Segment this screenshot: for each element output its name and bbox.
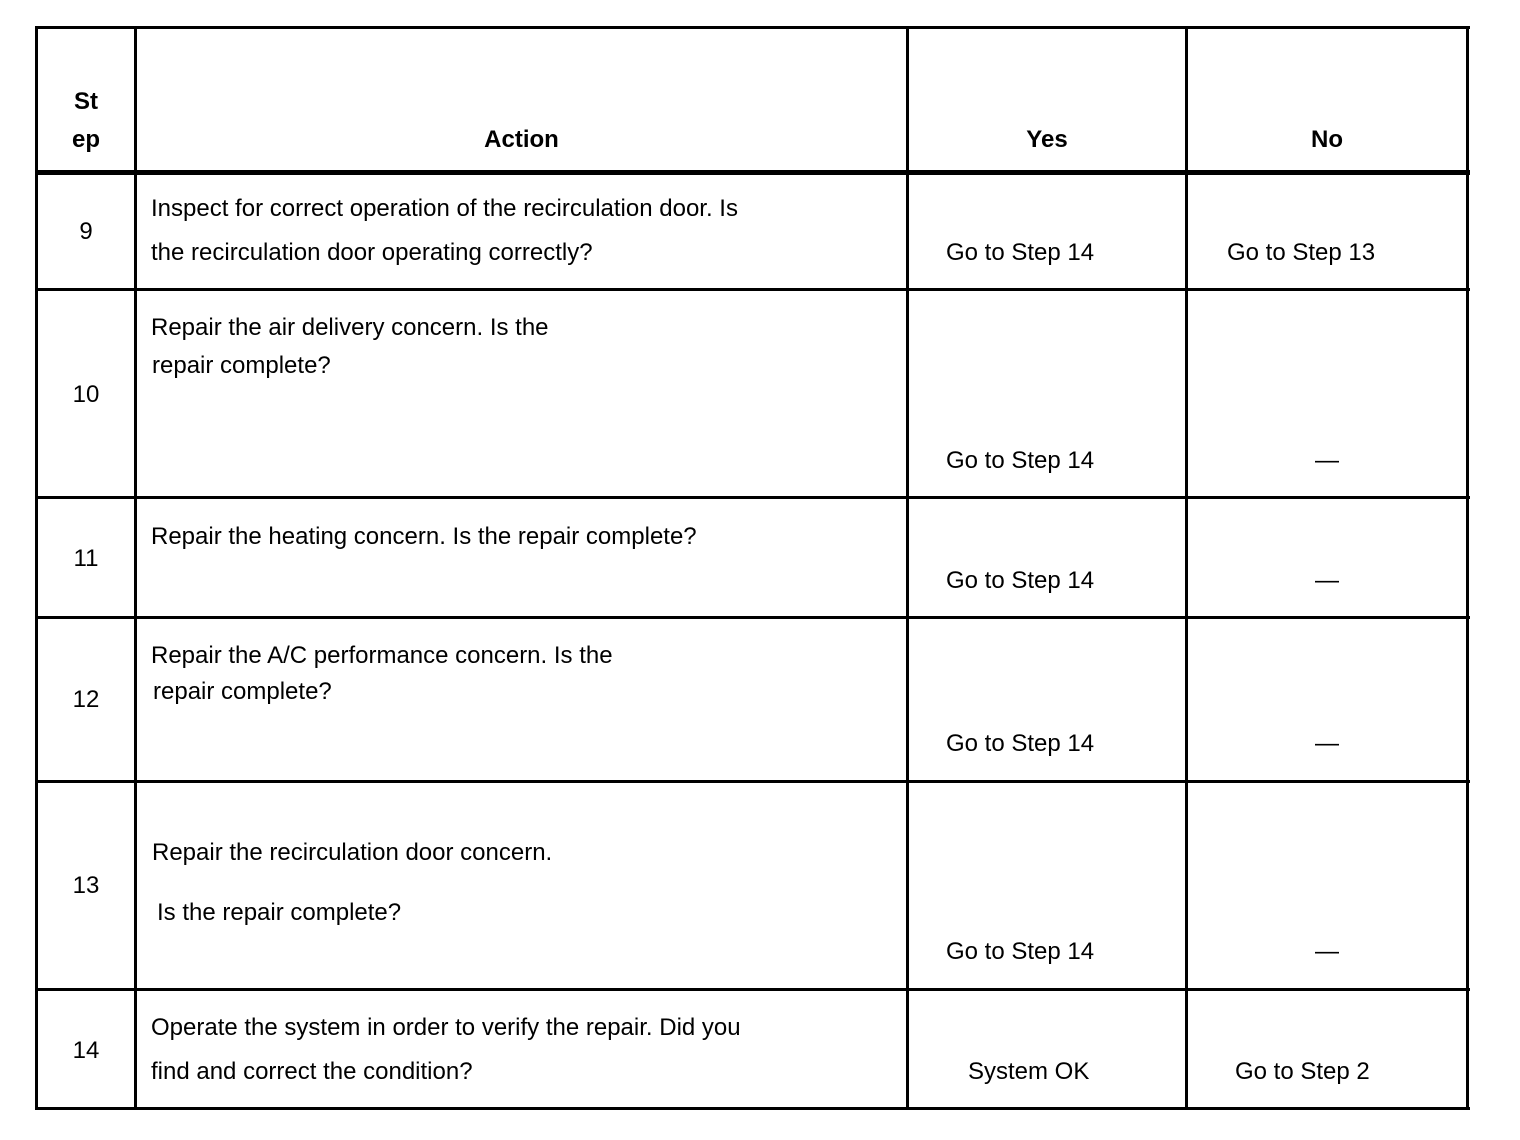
row-divider xyxy=(35,288,1470,291)
no-result: — xyxy=(1315,730,1339,757)
yes-result: System OK xyxy=(968,1058,1090,1085)
row-divider xyxy=(35,496,1470,499)
no-result: — xyxy=(1315,567,1339,594)
header-yes: Yes xyxy=(1026,126,1068,153)
header-action: Action xyxy=(484,126,559,153)
step-number: 12 xyxy=(72,686,100,713)
step-number: 13 xyxy=(72,872,100,899)
action-text: Inspect for correct operation of the recirculation door. Is xyxy=(151,195,738,222)
table-border-right xyxy=(1466,26,1469,1110)
action-text: Is the repair complete? xyxy=(157,899,402,926)
yes-result: Go to Step 14 xyxy=(946,938,1095,965)
yes-result: Go to Step 14 xyxy=(946,447,1095,474)
no-result: Go to Step 2 xyxy=(1235,1058,1370,1085)
yes-result: Go to Step 14 xyxy=(946,730,1095,757)
action-text: Repair the A/C performance concern. Is the xyxy=(151,642,613,669)
row-divider xyxy=(35,780,1470,783)
header-no: No xyxy=(1311,126,1343,153)
action-text: Operate the system in order to verify the repair. Did you xyxy=(151,1014,741,1041)
step-number: 10 xyxy=(72,381,100,408)
column-divider xyxy=(906,26,909,1110)
yes-result: Go to Step 14 xyxy=(946,239,1095,266)
no-result: — xyxy=(1315,447,1339,474)
header-step-line2: ep xyxy=(71,126,100,153)
step-number: 11 xyxy=(73,545,99,572)
action-text: repair complete? xyxy=(153,678,332,705)
row-divider xyxy=(35,616,1470,619)
row-divider xyxy=(35,988,1470,991)
action-text: find and correct the condition? xyxy=(151,1058,473,1085)
table-border-top xyxy=(35,26,1470,29)
action-text: Repair the air delivery concern. Is the xyxy=(151,314,549,341)
no-result: — xyxy=(1315,938,1339,965)
diagnostic-table xyxy=(35,26,1470,1110)
action-text: Repair the recirculation door concern. xyxy=(152,839,553,866)
no-result: Go to Step 13 xyxy=(1227,239,1376,266)
header-step-line1: St xyxy=(74,88,98,115)
step-number: 9 xyxy=(79,218,93,245)
yes-result: Go to Step 14 xyxy=(946,567,1095,594)
step-number: 14 xyxy=(72,1037,100,1064)
action-text: the recirculation door operating correctly? xyxy=(151,239,593,266)
action-text: Repair the heating concern. Is the repair complete? xyxy=(151,523,697,550)
header-divider xyxy=(35,170,1470,175)
action-text: repair complete? xyxy=(152,352,331,379)
table-border-bottom xyxy=(35,1107,1470,1110)
column-divider xyxy=(134,26,137,1110)
